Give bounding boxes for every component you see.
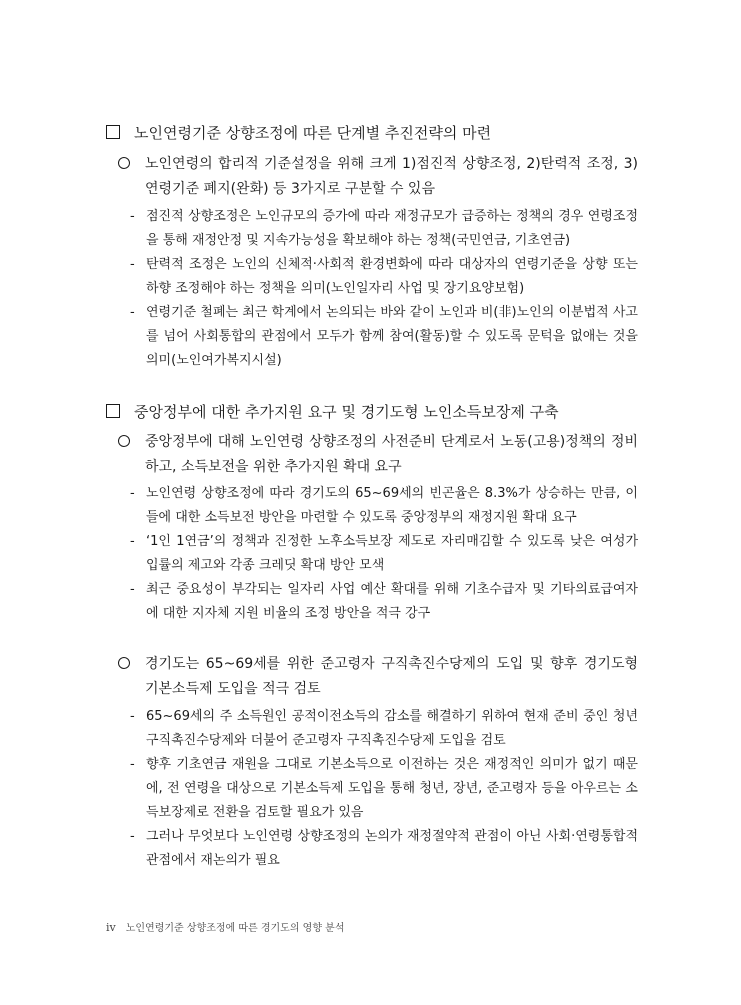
section-2-item-1-sub-1 [130,482,638,530]
page-number: iv [106,921,116,934]
dash-bullet-icon: - [130,582,135,597]
dash-bullet-icon: - [130,829,135,844]
section-2-item-1-sub-3 [130,578,638,626]
dash-bullet-icon: - [130,209,135,224]
section-1-heading [106,123,491,143]
section-2-heading-text: 중앙정부에 대한 추가지원 요구 및 경기도형 노인소득보장제 구축 [134,403,559,421]
section-2-item-1-sub-2-text: ‘1인 1연금’의 정책과 진정한 노후소득보장 제도로 자리매김할 수 있도록 낮은 여성가입률의 제고와 각종 크레딧 확대 방안 모색 [146,534,638,573]
dash-bullet-icon: - [130,534,135,549]
section-1-item-1-sub-2 [130,253,638,301]
section-1-item-1-sub-3-text: 연령기준 철폐는 최근 학계에서 논의되는 바와 같이 노인과 비(非)노인의 이분법적 사고를 넘어 사회통합의 관점에서 모두가 함께 참여(활동)할 수 있도록 문턱을 없애는 것을 의미(노인여가복지시설) [146,305,638,368]
page-footer [106,919,345,934]
square-bullet-icon [106,404,120,418]
section-2-item-2-sub-2-text: 향후 기초연금 재원을 그대로 기본소득으로 이전하는 것은 재정적인 의미가 없기 때문에, 전 연령을 대상으로 기본소득제 도입을 통해 청년, 장년, 준고령자 등을 아우르는 소득보장제로 전환을 검토할 필요가 있음 [146,757,638,820]
section-1-item-1-text: 노인연령의 합리적 기준설정을 위해 크게 1)점진적 상향조정, 2)탄력적 조정, 3)연령기준 폐지(완화) 등 3가지로 구분할 수 있음 [145,156,638,197]
section-2-item-1 [118,430,638,480]
dash-bullet-icon: - [130,305,135,320]
section-2-item-1-sub-1-text: 노인연령 상향조정에 따라 경기도의 65~69세의 빈곤율은 8.3%가 상승하는 만큼, 이들에 대한 소득보전 방안을 마련할 수 있도록 중앙정부의 재정지원 확대 요구 [146,486,638,525]
footer-title: 노인연령기준 상향조정에 따른 경기도의 영향 분석 [125,923,345,934]
section-2-item-1-sub-3-text: 최근 중요성이 부각되는 일자리 사업 예산 확대를 위해 기초수급자 및 기타의료급여자에 대한 지자체 지원 비율의 조정 방안을 적극 강구 [146,582,638,621]
section-2-item-2-sub-2 [130,753,638,825]
section-2-heading [106,402,559,422]
section-2-item-2-text: 경기도는 65~69세를 위한 준고령자 구직촉진수당제의 도입 및 향후 경기도형 기본소득제 도입을 적극 검토 [145,656,638,697]
dash-bullet-icon: - [130,757,135,772]
section-2-item-1-sub-2 [130,530,638,578]
section-1-item-1 [118,152,638,202]
section-2-item-2 [118,652,638,702]
section-1-item-1-sub-1 [130,205,638,253]
circle-bullet-icon [118,652,144,677]
circle-bullet-icon [118,152,144,177]
dash-bullet-icon: - [130,709,135,724]
square-bullet-icon [106,125,120,139]
section-1-item-1-sub-3 [130,301,638,373]
section-2-item-2-sub-3-text: 그러나 무엇보다 노인연령 상향조정의 논의가 재정절약적 관점이 아닌 사회·연령통합적 관점에서 재논의가 필요 [146,829,638,868]
circle-bullet-icon [118,430,144,455]
section-1-heading-text: 노인연령기준 상향조정에 따른 단계별 추진전략의 마련 [134,124,492,142]
dash-bullet-icon: - [130,257,135,272]
section-2-item-1-text: 중앙정부에 대해 노인연령 상향조정의 사전준비 단계로서 노동(고용)정책의 정비하고, 소득보전을 위한 추가지원 확대 요구 [145,434,638,475]
dash-bullet-icon: - [130,486,135,501]
section-2-item-2-sub-3 [130,825,638,873]
section-2-item-2-sub-1-text: 65~69세의 주 소득원인 공적이전소득의 감소를 해결하기 위하여 현재 준비 중인 청년구직촉진수당제와 더불어 준고령자 구직촉진수당제 도입을 검토 [146,709,638,748]
section-1-item-1-sub-2-text: 탄력적 조정은 노인의 신체적·사회적 환경변화에 따라 대상자의 연령기준을 상향 또는 하향 조정해야 하는 정책을 의미(노인일자리 사업 및 장기요양보험) [146,257,638,296]
section-1-item-1-sub-1-text: 점진적 상향조정은 노인규모의 증가에 따라 재정규모가 급증하는 정책의 경우 연령조정을 통해 재정안정 및 지속가능성을 확보해야 하는 정책(국민연금, 기초연금) [146,209,638,248]
section-2-item-2-sub-1 [130,705,638,753]
